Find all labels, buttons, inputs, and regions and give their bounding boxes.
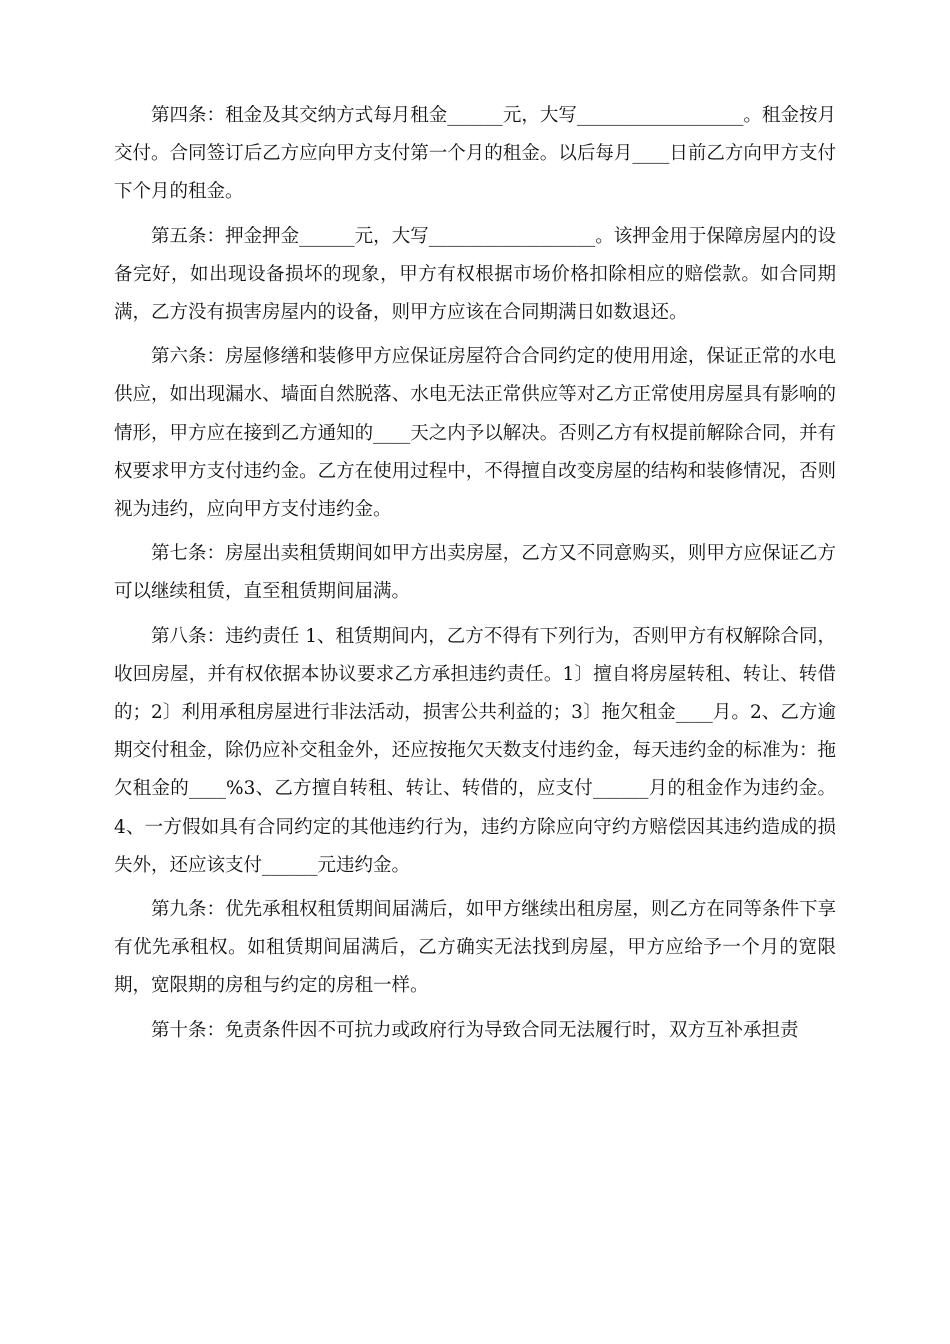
article-4-paragraph: 第四条：租金及其交纳方式每月租金______元，大写__________________。租金按月交付。合同签订后乙方应向甲方支付第一个月的租金。以后每月____日前乙方向甲方支付下个月的租金。 [114,105,836,203]
article-6-paragraph: 第六条：房屋修缮和装修甲方应保证房屋符合合同约定的使用用途，保证正常的水电供应，如出现漏水、墙面自然脱落、水电无法正常供应等对乙方正常使用房屋具有影响的情形，甲方应在接到乙方通知的____天之内予以解决。否则乙方有权提前解除合同，并有权要求甲方支付违约金。乙方在使用过程中，不得擅自改变房屋的结构和装修情况，否则视为违约，应向甲方支付违约金。 [114,346,836,521]
article-9-paragraph: 第九条：优先承租权租赁期间届满后，如甲方继续出租房屋，则乙方在同等条件下享有优先承租权。如租赁期间届满后，乙方确实无法找到房屋，甲方应给予一个月的宽限期，宽限期的房租与约定的房租一样。 [114,899,836,997]
article-7-paragraph: 第七条：房屋出卖租赁期间如甲方出卖房屋，乙方又不同意购买，则甲方应保证乙方可以继续租赁，直至租赁期间届满。 [114,543,836,603]
document-body [114,97,836,1056]
article-8-paragraph: 第八条：违约责任 1、租赁期间内，乙方不得有下列行为，否则甲方有权解除合同，收回房屋，并有权依据本协议要求乙方承担违约责任。1〕擅自将房屋转租、转让、转借的；2〕利用承租房屋进行非法活动，损害公共利益的；3〕拖欠租金____月。2、乙方逾期交付租金，除仍应补交租金外，还应按拖欠天数支付违约金，每天违约金的标准为：拖欠租金的____%3、乙方擅自转租、转让、转借的，应支付______月的租金作为违约金。4、一方假如具有合同约定的其他违约行为，违约方除应向守约方赔偿因其违约造成的损失外，还应该支付______元违约金。 [114,625,836,876]
article-10-paragraph: 第十条：免责条件因不可抗力或政府行为导致合同无法履行时，双方互补承担责 [151,1019,799,1041]
article-5-paragraph: 第五条：押金押金______元，大写__________________。该押金用于保障房屋内的设备完好，如出现设备损坏的现象，甲方有权根据市场价格扣除相应的赔偿款。如合同期满，乙方没有损害房屋内的设备，则甲方应该在合同期满日如数退还。 [114,225,836,324]
